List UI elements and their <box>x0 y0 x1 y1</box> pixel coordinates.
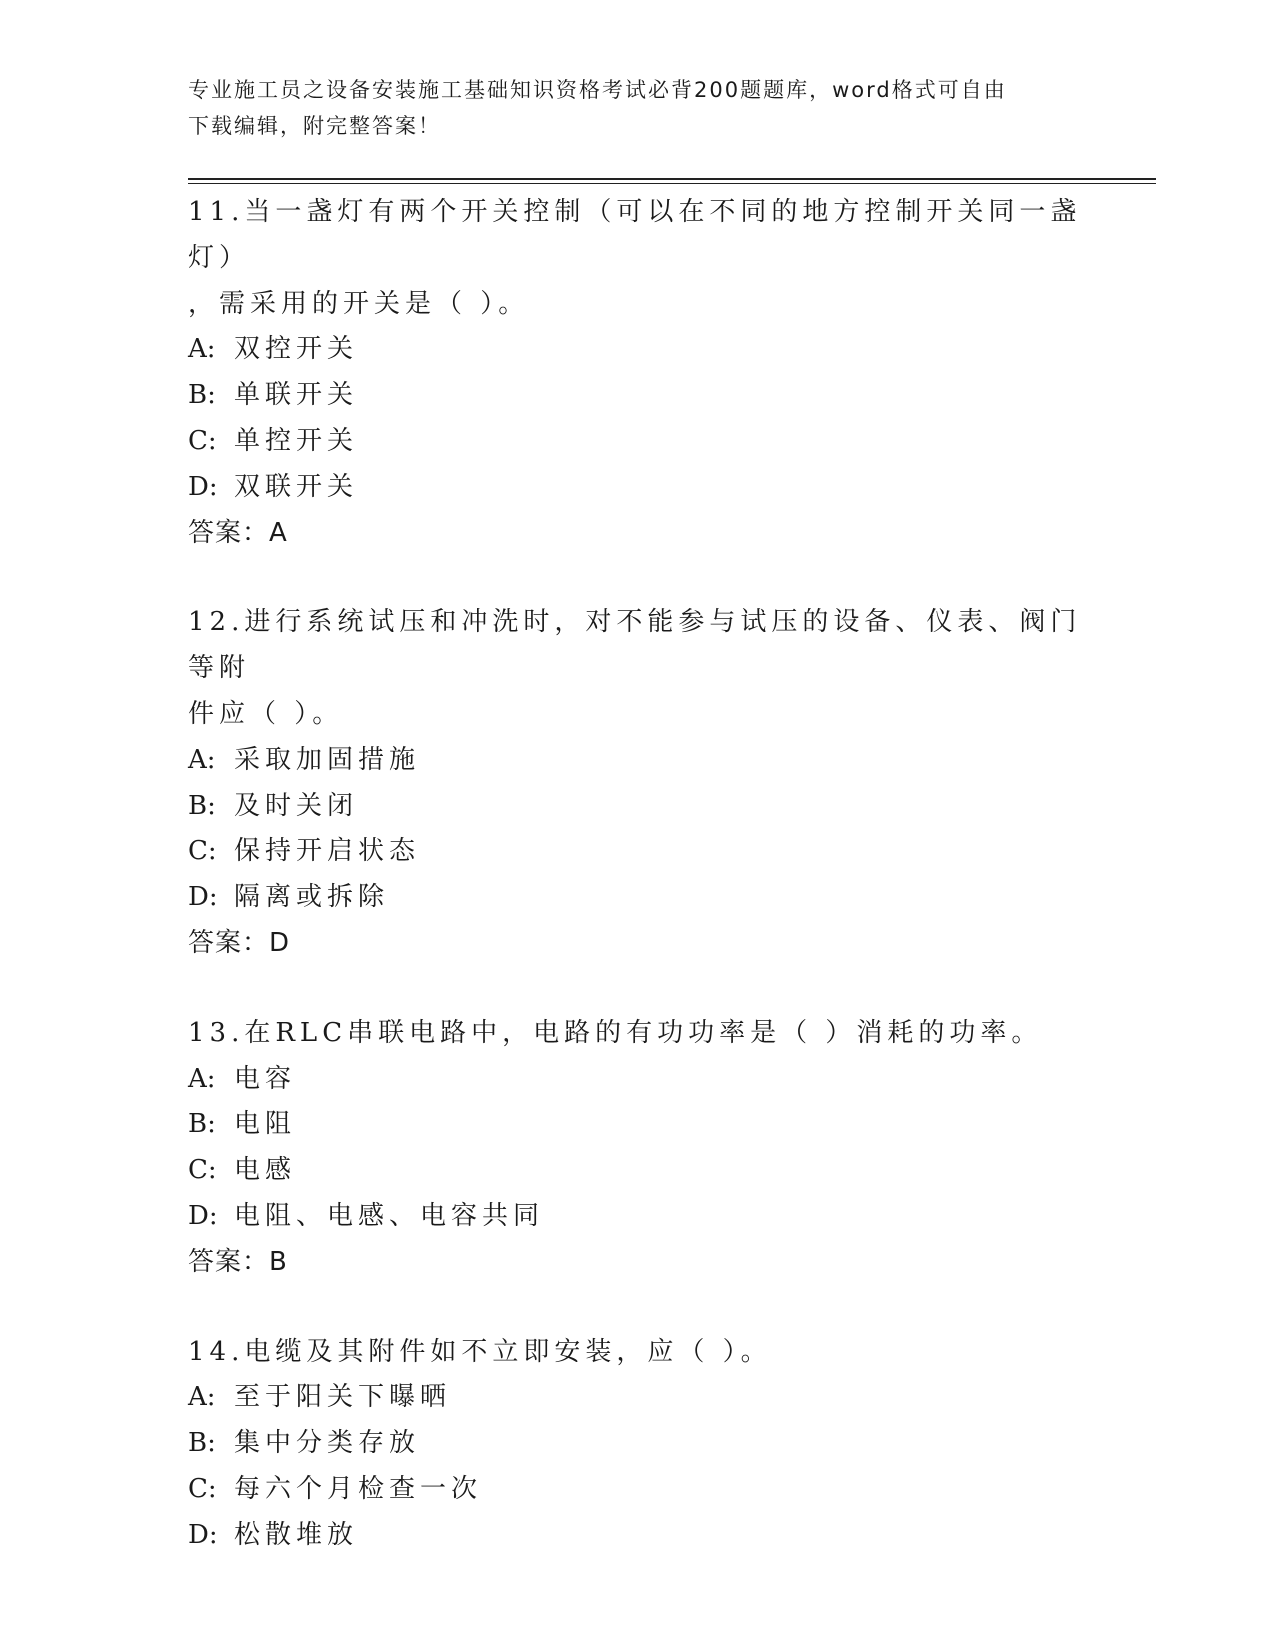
option-d <box>188 465 1088 511</box>
option-a <box>188 1375 1088 1421</box>
option-letter: D: <box>188 471 218 502</box>
option-letter: D: <box>188 1519 218 1550</box>
option-d <box>188 1513 1088 1559</box>
option-letter: B: <box>188 380 216 411</box>
option-letter: C: <box>188 1473 217 1504</box>
option-b <box>188 1102 1088 1148</box>
question-stem-continued: ，需采用的开关是（ ）。 <box>188 288 530 319</box>
option-letter: C: <box>188 1155 217 1186</box>
option-text: 及时关闭 <box>234 790 359 821</box>
option-text: 每六个月检查一次 <box>234 1473 483 1504</box>
question-stem: 11.当一盏灯有两个开关控制（可以在不同的地方控制开关同一盏灯） <box>188 197 1082 273</box>
option-text: 至于阳关下曝晒 <box>234 1382 452 1413</box>
question-13 <box>188 1011 1088 1286</box>
question-14 <box>188 1330 1088 1559</box>
option-text: 电阻 <box>234 1109 297 1140</box>
option-letter: D: <box>188 882 218 913</box>
option-a <box>188 1057 1088 1103</box>
option-text: 集中分类存放 <box>234 1428 421 1459</box>
answer-line: 答案：D <box>188 927 291 958</box>
option-text: 双联开关 <box>234 471 359 502</box>
option-letter: C: <box>188 836 217 867</box>
option-letter: A: <box>188 744 216 775</box>
option-letter: B: <box>188 1428 216 1459</box>
question-stem: 12.进行系统试压和冲洗时，对不能参与试压的设备、仪表、阀门等附 <box>188 607 1082 684</box>
option-letter: A: <box>188 1063 216 1094</box>
question-stem: 14.电缆及其附件如不立即安装，应（ ）。 <box>188 1336 772 1367</box>
question-stem-continued: 件应（ ）。 <box>188 698 344 729</box>
option-text: 单联开关 <box>234 380 359 411</box>
option-b <box>188 1421 1088 1467</box>
question-list <box>188 190 1088 1603</box>
question-11 <box>188 190 1088 556</box>
header-divider-thick <box>188 178 1156 180</box>
answer-line: 答案：B <box>188 1246 288 1277</box>
option-letter: C: <box>188 425 217 456</box>
option-a <box>188 738 1088 784</box>
option-text: 电容 <box>234 1063 297 1094</box>
option-letter: A: <box>188 334 216 365</box>
question-stem: 13.在RLC串联电路中，电路的有功功率是（ ）消耗的功率。 <box>188 1017 1043 1048</box>
option-b <box>188 373 1088 419</box>
option-text: 采取加固措施 <box>234 744 421 775</box>
option-text: 双控开关 <box>234 334 359 365</box>
option-letter: D: <box>188 1200 218 1231</box>
header-divider-thin <box>188 183 1156 184</box>
option-text: 松散堆放 <box>234 1519 359 1550</box>
option-c <box>188 419 1088 465</box>
option-c <box>188 829 1088 875</box>
header-line-1: 专业施工员之设备安装施工基础知识资格考试必背200题题库，word格式可自由 <box>188 78 1007 102</box>
option-d <box>188 875 1088 921</box>
option-b <box>188 784 1088 830</box>
option-letter: B: <box>188 1109 216 1140</box>
option-text: 保持开启状态 <box>234 836 421 867</box>
option-c <box>188 1467 1088 1513</box>
option-text: 电阻、电感、电容共同 <box>234 1200 545 1231</box>
option-a <box>188 327 1088 373</box>
option-text: 隔离或拆除 <box>234 882 390 913</box>
answer-line: 答案：A <box>188 517 288 548</box>
document-header <box>188 72 1088 144</box>
option-letter: A: <box>188 1382 216 1413</box>
option-c <box>188 1148 1088 1194</box>
option-d <box>188 1194 1088 1240</box>
option-text: 单控开关 <box>234 425 359 456</box>
option-text: 电感 <box>234 1155 297 1186</box>
header-line-2: 下载编辑，附完整答案！ <box>188 114 441 138</box>
question-12 <box>188 600 1088 966</box>
option-letter: B: <box>188 790 216 821</box>
